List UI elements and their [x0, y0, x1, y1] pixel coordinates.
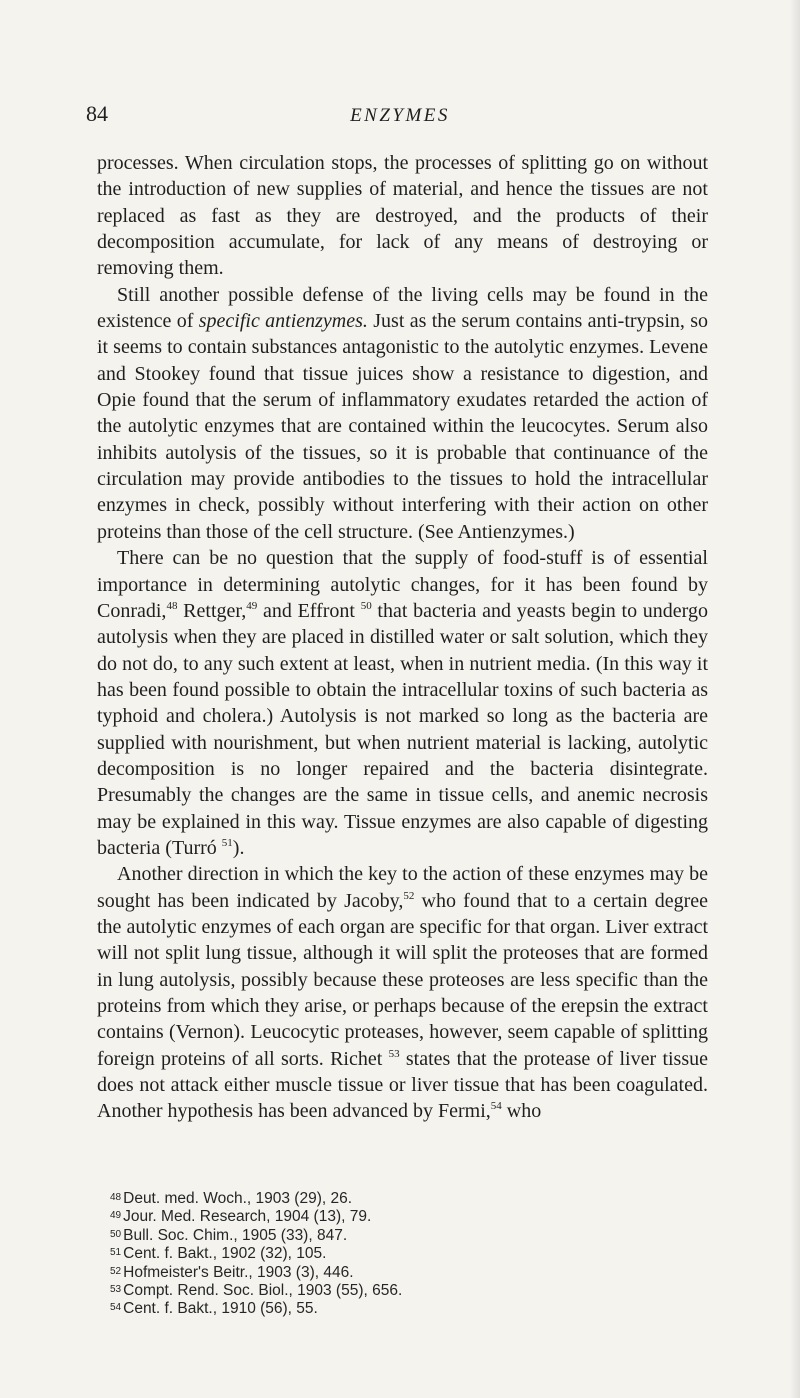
page-edge-shadow	[790, 0, 800, 1398]
paragraph-2-text-b: Just as the serum contains anti-trypsin, so it seems to contain substances antagonistic to the autolytic enzymes. Levene and Stookey found that tissue juices show a resistance to digestion, and Opie found that the serum of inflammatory exudates retarded the action of the autolytic enzymes that are contained within the leucocytes. Serum also inhibits autolysis of the tissues, so it is probable that continuance of the circulation may provide antibodies to the tissues to hold the intracellular enzymes in check, possibly without interfering with their action on other proteins than those of the cell structure. (See Antienzymes.)	[97, 310, 708, 543]
footnote-48	[110, 1189, 670, 1207]
footnote-text: Cent. f. Bakt., 1902 (32), 105.	[123, 1245, 327, 1263]
footnote-number: 49	[110, 1210, 122, 1222]
paragraph-2-text-a: Still another possible defense of the living cells may be found in the existence of	[97, 283, 708, 333]
paragraph-3-text-d: that bacteria and yeasts begin to undergo autolysis when they are placed in distilled water or salt solution, which they do not do, to any such extent at least, when in nutrient media. (In this way it has been found possible to obtain the intracellular toxins of such bacteria as typhoid and cholera.) Autolysis is not marked so long as the bacteria are supplied with nourishment, but when nutrient material is lacking, autolytic decomposition is no longer repaired and the bacteria disintegrate. Presumably the changes are the same in tissue cells, and anemic necrosis may be explained in this way. Tissue enzymes are also capable of digesting bacteria (Turró	[97, 599, 708, 859]
paragraph-4-text-b: who found that to a certain degree the autolytic enzymes of each organ are specific for that organ. Liver extract will not split lung tissue, although it will split the proteoses that are formed in lung autolysis, possibly because these proteoses are less specific than the proteins from which they arise, or perhaps because of the erepsin the extract contains (Vernon). Leucocytic proteases, however, seem capable of splitting foreign proteins of all sorts. Richet	[97, 889, 708, 1070]
footnote-text: Deut. med. Woch., 1903 (29), 26.	[123, 1190, 353, 1207]
footnote-text: Compt. Rend. Soc. Biol., 1903 (55), 656.	[123, 1282, 403, 1300]
paragraph-3	[97, 545, 708, 861]
running-head: ENZYMES	[350, 105, 450, 126]
footnote-49	[110, 1207, 670, 1225]
paragraph-3-text-c: and Effront	[257, 599, 361, 622]
paragraph-1	[97, 150, 708, 282]
paragraph-3-text-a: There can be no question that the supply of food-stuff is of essential importance in determining autolytic changes, for it has been found by Conradi,	[97, 547, 708, 622]
body-text	[97, 150, 708, 1125]
paragraph-4	[97, 861, 708, 1124]
footnote-number: 48	[110, 1192, 122, 1203]
footnote-54	[110, 1299, 670, 1317]
emphasis-specific-antienzymes: specific antienzymes.	[198, 310, 368, 333]
footnote-number: 53	[110, 1284, 122, 1296]
footnote-number: 52	[110, 1265, 122, 1277]
footnote-ref-51: 51	[221, 836, 233, 849]
footnote-51	[110, 1244, 670, 1262]
paragraph-3-text-e: ).	[232, 836, 245, 859]
footnote-text: Hofmeister's Beitr., 1903 (3), 446.	[123, 1263, 354, 1281]
footnote-ref-48: 48	[166, 599, 178, 612]
footnote-number: 54	[110, 1302, 122, 1314]
footnote-ref-49: 49	[246, 599, 258, 612]
footnote-number: 51	[110, 1247, 122, 1259]
paragraph-4-text-c: states that the protease of liver tissue does not attack either muscle tissue or liver tissue that has been coagulated. Another hypothesis has been advanced by Fermi,	[97, 1047, 709, 1123]
footnote-text: Cent. f. Bakt., 1910 (56), 55.	[123, 1300, 318, 1318]
paragraph-4-text-d: who	[501, 1100, 542, 1123]
paragraph-3-text-b: Rettger,	[177, 599, 247, 622]
paragraph-2	[97, 282, 708, 545]
footnote-ref-53: 53	[388, 1047, 400, 1060]
footnote-text: Jour. Med. Research, 1904 (13), 79.	[123, 1208, 372, 1226]
footnotes	[110, 1189, 670, 1318]
page-number: 84	[86, 101, 108, 126]
footnote-52	[110, 1263, 670, 1281]
footnote-ref-50: 50	[360, 599, 372, 612]
footnote-number: 50	[110, 1228, 122, 1240]
footnote-ref-54: 54	[490, 1100, 502, 1113]
footnote-53	[110, 1281, 670, 1299]
paragraph-4-text-a: Another direction in which the key to the action of these enzymes may be sought has been indicated by Jacoby,	[97, 863, 708, 912]
footnote-text: Bull. Soc. Chim., 1905 (33), 847.	[123, 1226, 348, 1244]
footnote-ref-52: 52	[403, 889, 415, 902]
footnote-50	[110, 1226, 670, 1244]
paragraph-1-text: processes. When circulation stops, the processes of splitting go on without the introduction of new supplies of material, and hence the tissues are not replaced as fast as they are destroyed, and the products of their decomposition accumulate, for lack of any means of destroying or removing them.	[97, 152, 708, 280]
